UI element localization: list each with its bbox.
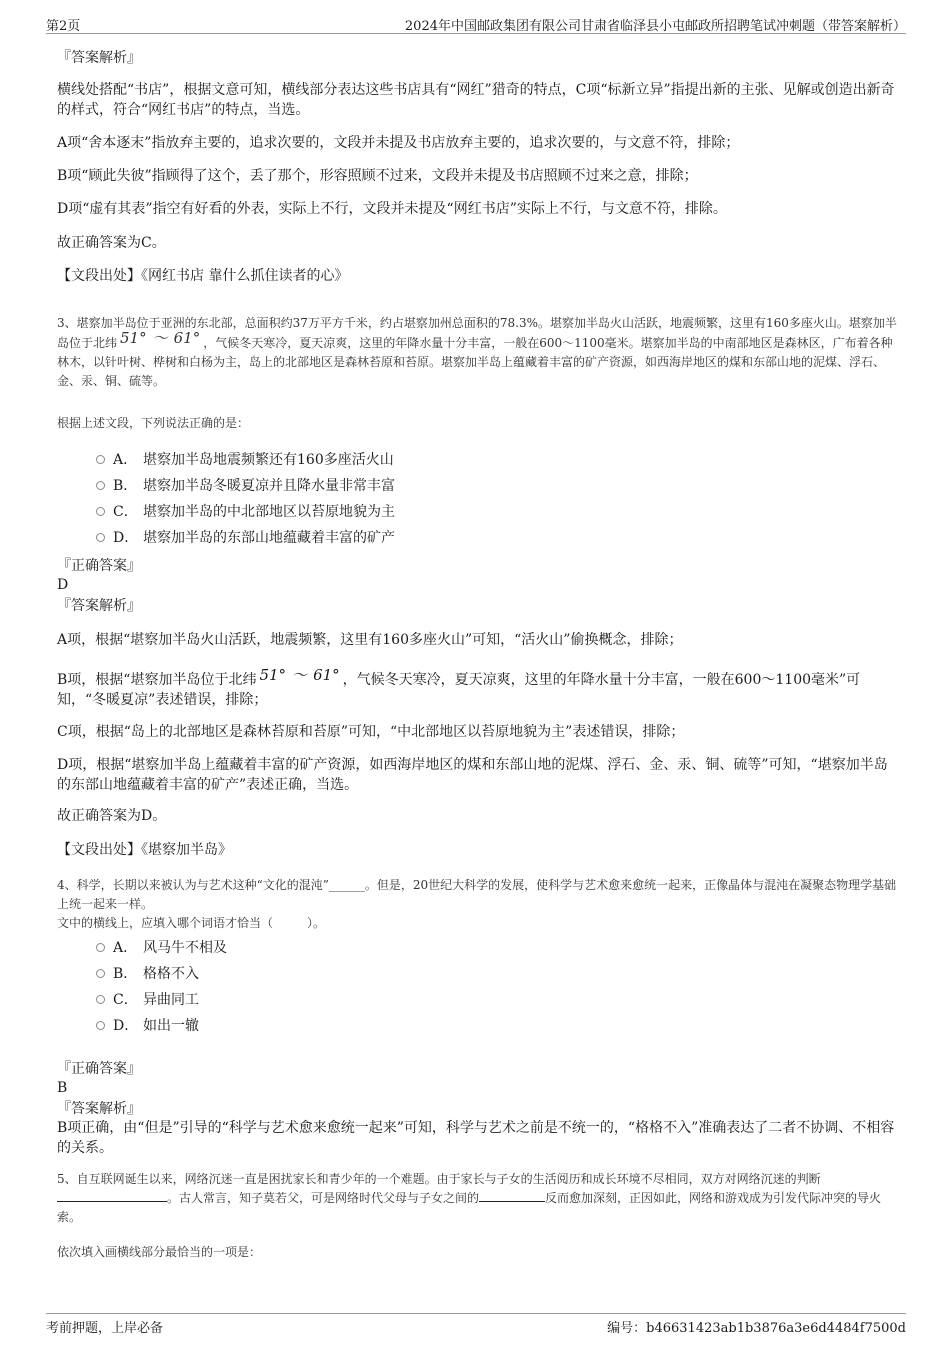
q4-prompt [57, 914, 897, 933]
q3-prompt: 根据上述文段，下列说法正确的是： [57, 416, 250, 430]
q2-source: 【文段出处】《网红书店 靠什么抓住读者的心》 [57, 268, 349, 284]
q3-analysis-b-part1: B项，根据“堪察加半岛位于北纬 [57, 672, 257, 688]
option-text: 堪察加半岛地震频繁还有160多座活火山 [143, 452, 394, 468]
q4-prompt-part1: 文中的横线上，应填入哪个词语才恰当（ [57, 916, 274, 930]
q4-analysis-label: 『答案解析』 [57, 1101, 141, 1117]
latitude-to: 61° [313, 666, 340, 684]
q5-stem-part2: 。古人常言，知子莫若父，可是网络时代父母与子女之间的 [167, 1191, 480, 1205]
q4-prompt-part2: ）。 [307, 916, 326, 930]
q4-answer-label: 『正确答案』 [57, 1061, 141, 1077]
q3-stem [57, 314, 897, 391]
q2-conclusion: 故正确答案为C。 [57, 235, 166, 251]
q4-option-b[interactable] [96, 965, 199, 983]
option-text: 堪察加半岛冬暖夏凉并且降水量非常丰富 [143, 478, 395, 494]
q2-analysis-b: B项“顾此失彼”指顾得了这个，丢了那个，形容照顾不过来，文段并未提及书店照顾不过来之意，排除； [57, 168, 698, 184]
radio-button-icon[interactable] [96, 969, 105, 978]
q2-analysis-label: 『答案解析』 [57, 50, 141, 66]
radio-button-icon[interactable] [96, 507, 105, 516]
q5-stem-part1: 5、自互联网诞生以来，网络沉迷一直是困扰家长和青少年的一个难题。由于家长与子女的生活阅历和成长环境不尽相同，双方对网络沉迷的判断 [57, 1172, 821, 1186]
q3-analysis-c: C项，根据“岛上的北部地区是森林苔原和苔原”可知，“中北部地区以苔原地貌为主”表述错误，排除； [57, 724, 685, 740]
q3-analysis-b [57, 666, 897, 710]
latitude-to: 61° [173, 329, 201, 347]
q4-stem [57, 876, 897, 914]
q3-option-c[interactable] [96, 503, 395, 521]
q2-analysis-main: 横线处搭配“书店”，根据文意可知，横线部分表达这些书店具有“网红”猎奇的特点，C项“标新立异”指提出新的主张、见解或创造出新奇的样式，符合“网红书店”的特点，当选。 [57, 82, 895, 118]
answer-blank: ______ [328, 878, 365, 892]
q3-stem-part1: 3、堪察加半岛位于亚洲的东北部，总面积约37万平方千米，约占堪察加州总面积的78.3%。堪察加半岛火山活跃，地震频繁，这里有160多座火山。堪察加半岛位于北纬 [57, 316, 897, 350]
option-letter: A． [113, 452, 138, 468]
q5-stem [57, 1170, 897, 1227]
q5-stem-part3: 反而愈加深刻，正因如此，网络和游戏成为引发代际冲突的导火索。 [57, 1191, 882, 1224]
option-letter: D． [113, 530, 139, 546]
q3-analysis-label: 『答案解析』 [57, 598, 141, 614]
option-text: 异曲同工 [143, 992, 199, 1008]
q4-stem-part2: 。但是，20世纪大科学的发展，使科学与艺术愈来愈统一起来，正像晶体与混沌在凝聚态物理学基础上统一起来一样。 [57, 878, 897, 911]
option-letter: C． [113, 992, 138, 1008]
q3-option-d[interactable] [96, 529, 395, 547]
option-text: 堪察加半岛的中北部地区以苔原地貌为主 [143, 504, 395, 520]
option-letter: C． [113, 504, 138, 520]
page-header [46, 13, 906, 34]
q3-answer: D [57, 577, 69, 593]
answer-blank [479, 1189, 545, 1202]
q4-option-d[interactable] [96, 1017, 199, 1035]
q4-option-a[interactable] [96, 939, 227, 957]
q4-analysis: B项正确，由“但是”引导的“科学与艺术愈来愈统一起来”可知，科学与艺术之前是不统一的，“格格不入”准确表达了二者不协调、不相容的关系。 [57, 1120, 895, 1156]
q3-conclusion: 故正确答案为D。 [57, 808, 167, 824]
radio-button-icon[interactable] [96, 533, 105, 542]
document-code: 编号：b46631423ab1b3876a3e6d4484f7500d [607, 1321, 906, 1336]
option-text: 格格不入 [143, 966, 199, 982]
q5-prompt: 依次填入画横线部分最恰当的一项是： [57, 1245, 262, 1259]
q3-analysis-d: D项，根据“堪察加半岛上蕴藏着丰富的矿产资源，如西海岸地区的煤和东部山地的泥煤、浮石、金、汞、铜、硫等”可知，“堪察加半岛的东部山地蕴藏着丰富的矿产”表述正确，当选。 [57, 757, 888, 793]
q4-answer: B [57, 1080, 68, 1096]
option-letter: D． [113, 1018, 139, 1034]
option-letter: A． [113, 940, 138, 956]
radio-button-icon[interactable] [96, 481, 105, 490]
range-tilde: ～ [152, 329, 168, 347]
latitude-from: 51° [120, 329, 147, 347]
q3-analysis-a: A项，根据“堪察加半岛火山活跃，地震频繁，这里有160多座火山”可知，“活火山”偷换概念，排除； [57, 632, 683, 648]
q4-stem-part1: 4、科学，长期以来被认为与艺术这种“文化的混沌” [57, 878, 329, 892]
q4-option-c[interactable] [96, 991, 199, 1009]
q2-analysis-a: A项“舍本逐末”指放弃主要的，追求次要的，文段并未提及书店放弃主要的，追求次要的，与文意不符，排除； [57, 135, 740, 151]
radio-button-icon[interactable] [96, 1021, 105, 1030]
option-letter: B． [113, 966, 138, 982]
option-text: 风马牛不相及 [143, 940, 227, 956]
option-text: 如出一辙 [143, 1018, 199, 1034]
q3-option-b[interactable] [96, 477, 395, 495]
q3-stem-part2: ，气候冬天寒冷，夏天凉爽，这里的年降水量十分丰富，一般在600～1100毫米。堪察加半岛的中南部地区是森林区，广布着各种林木，以针叶树、桦树和白杨为主，岛上的北部地区是森林苔原和苔原。堪察加半岛上蕴藏着丰富的矿产资源，如西海岸地区的煤和东部山地的泥煤、浮石、金、汞、铜、硫等。 [57, 336, 893, 388]
q3-analysis-b-part2: ，气候冬天寒冷，夏天凉爽，这里的年降水量十分丰富，一般在600～1100毫米”可知，“冬暖夏凉”表述错误，排除； [57, 672, 861, 708]
range-tilde: ～ [292, 666, 308, 684]
document-title: 2024年中国邮政集团有限公司甘肃省临泽县小屯邮政所招聘笔试冲刺题（带答案解析） [404, 19, 906, 34]
q3-option-a[interactable] [96, 451, 394, 469]
option-letter: B． [113, 478, 138, 494]
answer-blank [57, 1189, 167, 1202]
radio-button-icon[interactable] [96, 455, 105, 464]
latitude-from: 51° [259, 666, 287, 684]
q2-analysis-d: D项“虚有其表”指空有好看的外表，实际上不行，文段并未提及“网红书店”实际上不行，与文意不符，排除。 [57, 201, 727, 217]
radio-button-icon[interactable] [96, 943, 105, 952]
q3-source: 【文段出处】《堪察加半岛》 [57, 842, 232, 858]
option-text: 堪察加半岛的东部山地蕴藏着丰富的矿产 [143, 530, 395, 546]
footer-slogan: 考前押题，上岸必备 [46, 1321, 164, 1336]
q3-answer-label: 『正确答案』 [57, 558, 141, 574]
page-number: 第2页 [46, 19, 81, 34]
radio-button-icon[interactable] [96, 995, 105, 1004]
page-footer [46, 1313, 906, 1334]
